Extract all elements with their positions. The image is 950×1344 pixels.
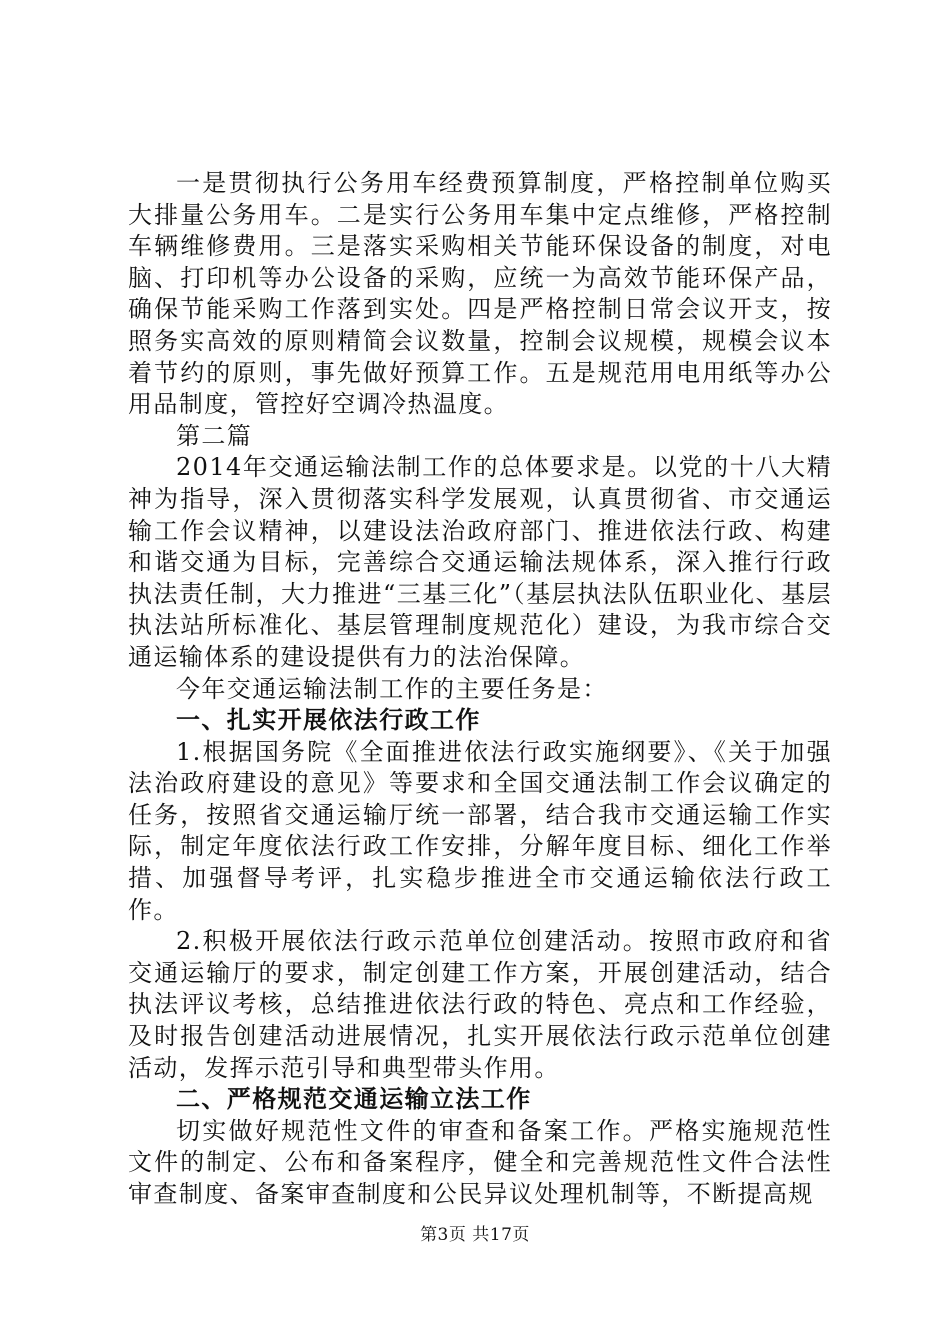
page-footer: 第3页 共17页	[420, 1225, 530, 1245]
body-paragraph: 2014年交通运输法制工作的总体要求是。以党的十八大精神为指导，深入贯彻落实科学发展观，认真贯彻省、市交通运输工作会议精神，以建设法治政府部门、推进依法行政、构建和谐交通为目标，完善综合交通运输法规体系，深入推行行政执法责任制，大力推进“三基三化”（基层执法队伍职业化、基层执法站所标准化、基层管理制度规范化）建设，为我市综合交通运输体系的建设提供有力的法治保障。	[128, 453, 832, 671]
body-paragraph: 1.根据国务院《全面推进依法行政实施纲要》、《关于加强法治政府建设的意见》等要求和全国交通法制工作会议确定的任务，按照省交通运输厅统一部署，结合我市交通运输工作实际，制定年度依法行政工作安排，分解年度目标、细化工作举措、加强督导考评，扎实稳步推进全市交通运输依法行政工作。	[128, 737, 832, 924]
section-heading: 二、严格规范交通运输立法工作	[176, 1085, 532, 1114]
section-heading: 一、扎实开展依法行政工作	[176, 706, 481, 735]
body-paragraph: 今年交通运输法制工作的主要任务是：	[176, 674, 608, 703]
body-paragraph: 切实做好规范性文件的审查和备案工作。严格实施规范性文件的制定、公布和备案程序，健全和完善规范性文件合法性审查制度、备案审查制度和公民异议处理机制等，不断提高规	[128, 1116, 832, 1208]
document-body	[128, 168, 832, 1211]
body-paragraph: 一是贯彻执行公务用车经费预算制度，严格控制单位购买大排量公务用车。二是实行公务用车集中定点维修，严格控制车辆维修费用。三是落实采购相关节能环保设备的制度，对电脑、打印机等办公设备的采购，应统一为高效节能环保产品，确保节能采购工作落到实处。四是严格控制日常会议开支，按照务实高效的原则精简会议数量，控制会议规模，规模会议本着节约的原则，事先做好预算工作。五是规范用电用纸等办公用品制度，管控好空调冷热温度。	[128, 169, 832, 419]
body-paragraph: 2.积极开展依法行政示范单位创建活动。按照市政府和省交通运输厅的要求，制定创建工作方案，开展创建活动，结合执法评议考核，总结推进依法行政的特色、亮点和工作经验，及时报告创建活动进展情况，扎实开展依法行政示范单位创建活动，发挥示范引导和典型带头作用。	[128, 927, 832, 1082]
section-label: 第二篇	[176, 421, 253, 450]
